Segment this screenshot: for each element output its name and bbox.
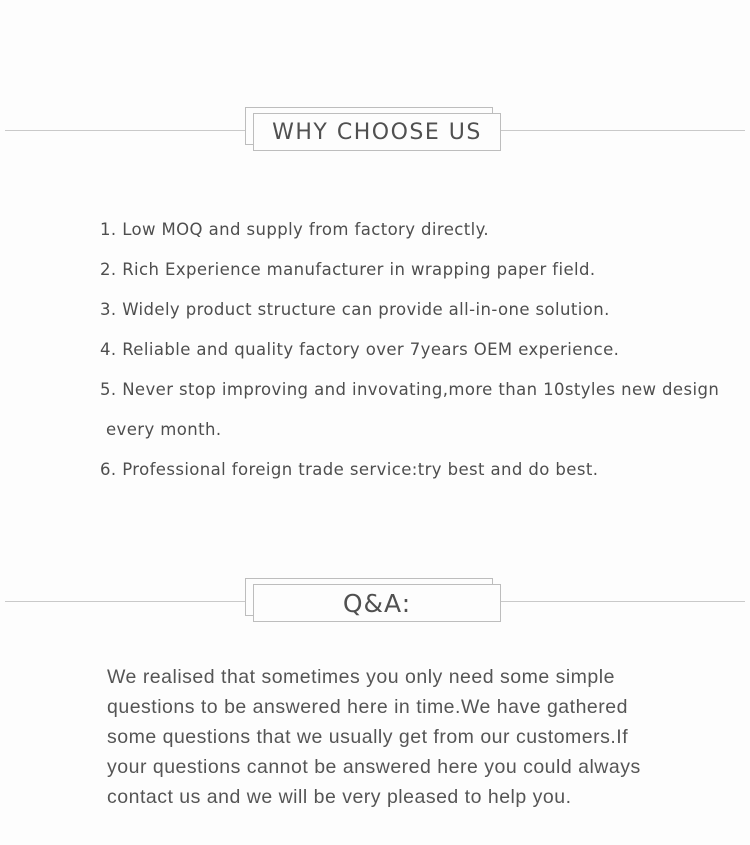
qa-paragraph [107,662,727,812]
why-item: 5. Never stop improving and invovating,more than 10styles new design [100,380,720,399]
why-title: WHY CHOOSE US [272,119,482,145]
qa-line: questions to be answered here in time.We have gathered [107,696,628,718]
why-title-box [245,107,493,145]
why-list [100,210,740,490]
why-item: 3. Widely product structure can provide all-in-one solution. [100,300,610,319]
qa-line: We realised that sometimes you only need some simple [107,666,615,688]
why-item-continuation: every month. [106,420,222,439]
why-item: 6. Professional foreign trade service:try best and do best. [100,460,599,479]
qa-line: your questions cannot be answered here you could always [107,756,641,778]
why-item: 1. Low MOQ and supply from factory directly. [100,220,490,239]
qa-title: Q&A: [342,588,412,618]
qa-line: some questions that we usually get from our customers.If [107,726,629,748]
qa-title-box [245,578,493,616]
why-item: 4. Reliable and quality factory over 7years OEM experience. [100,340,620,359]
qa-line: contact us and we will be very pleased to help you. [107,786,572,808]
why-item: 2. Rich Experience manufacturer in wrapping paper field. [100,260,596,279]
